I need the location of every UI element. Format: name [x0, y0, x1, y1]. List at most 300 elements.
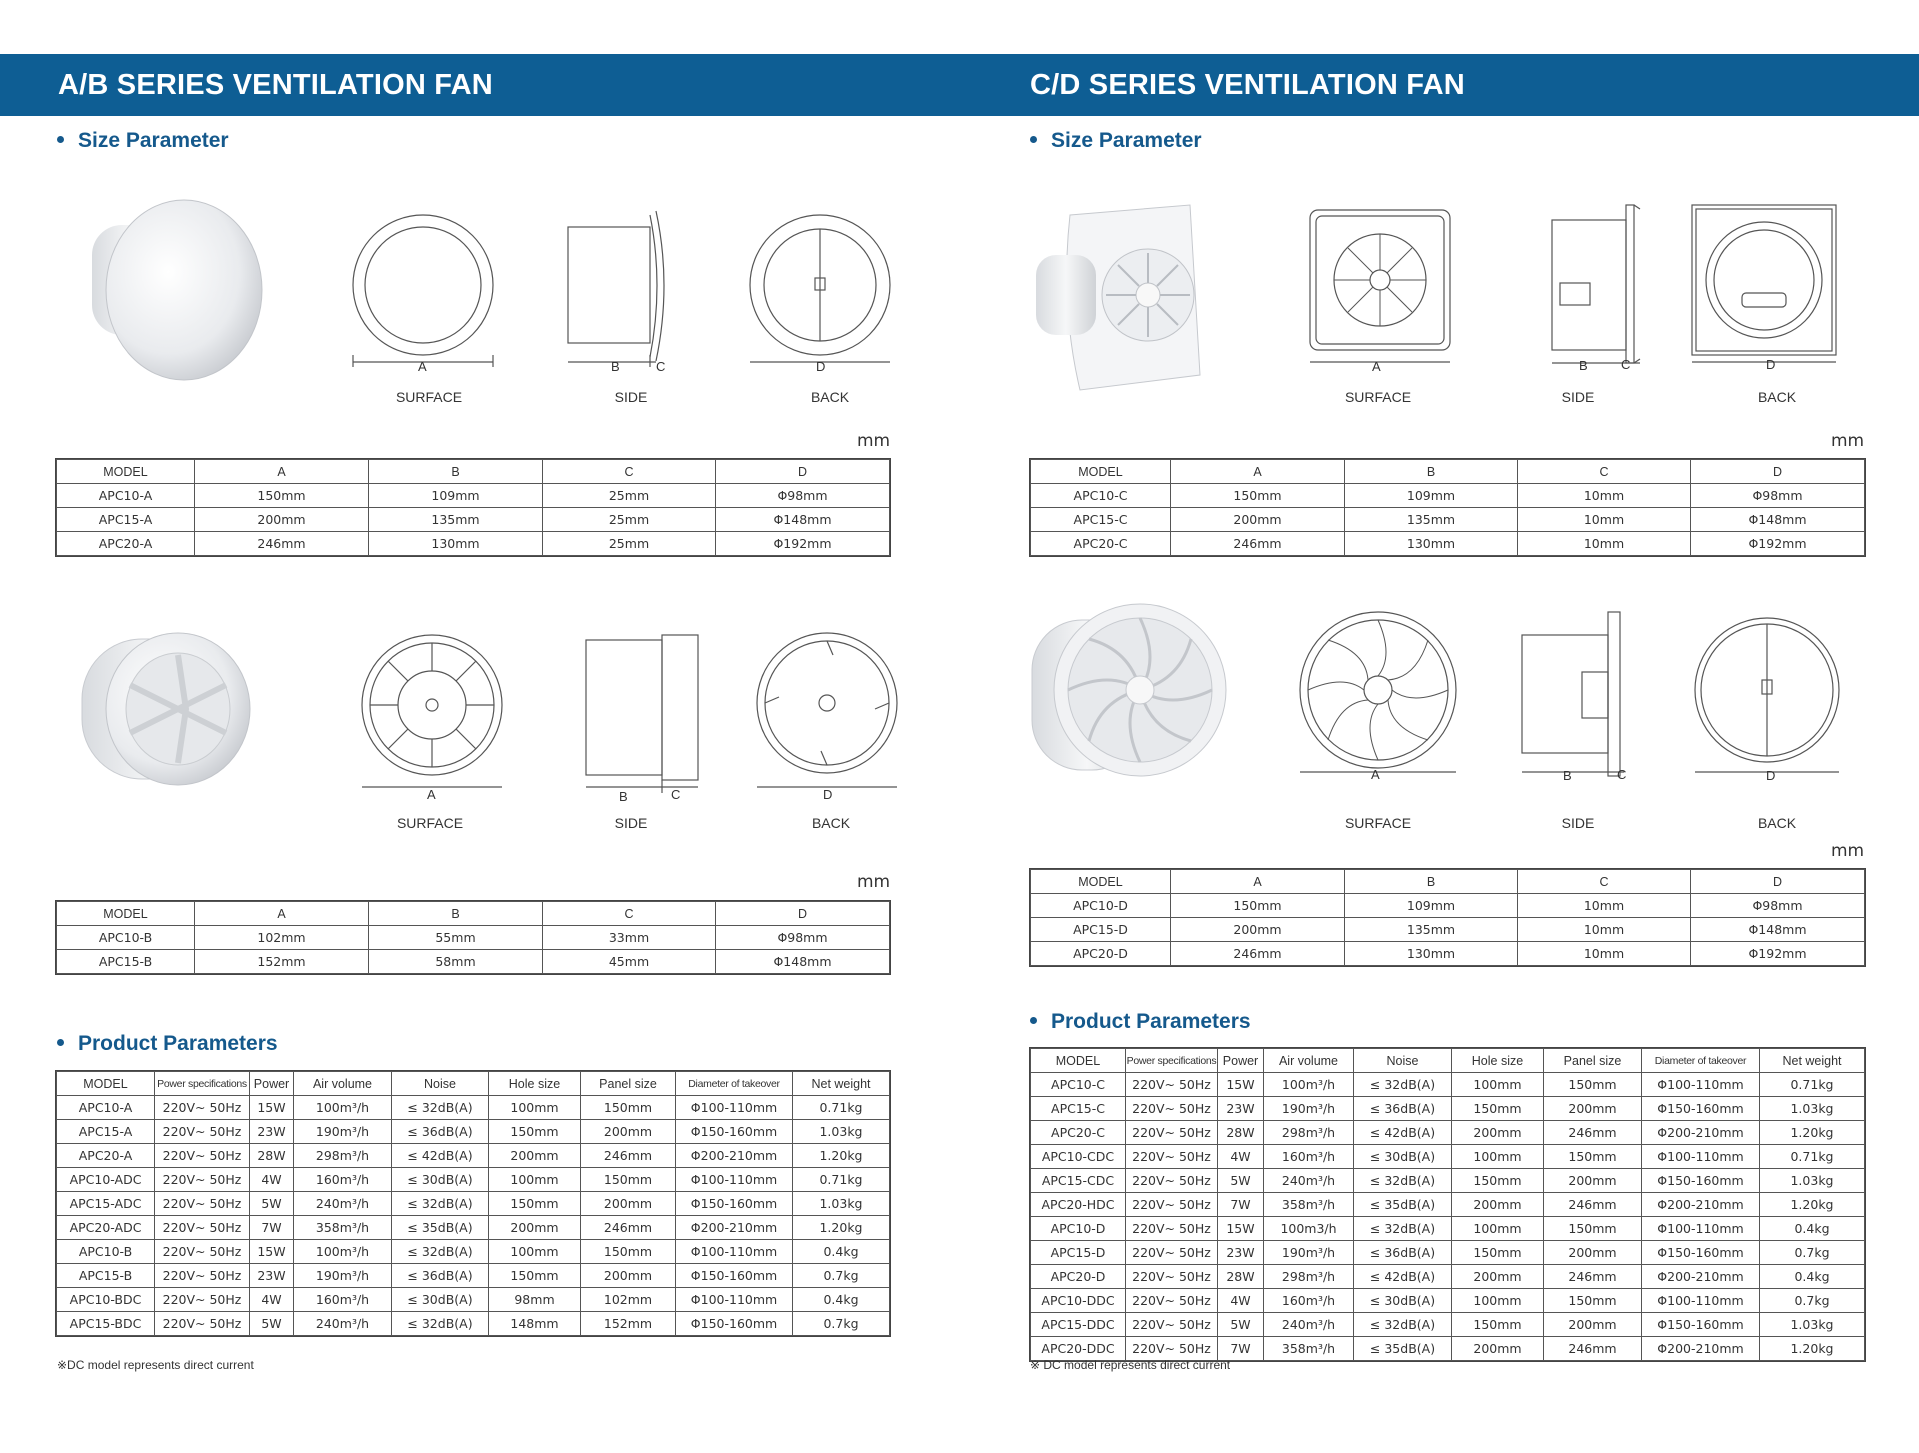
bullet-icon [1030, 1017, 1037, 1024]
table-cell: 1.20kg [1760, 1121, 1865, 1145]
table-cell: Φ98mm [1691, 484, 1865, 508]
header-cell: D [716, 902, 890, 926]
table-cell: APC15-A [57, 1120, 155, 1144]
table-cell: APC20-ADC [57, 1216, 155, 1240]
table-cell: 246mm [581, 1216, 676, 1240]
table-cell: 0.4kg [1760, 1217, 1865, 1241]
table-cell: ≤ 32dB(A) [1354, 1169, 1452, 1193]
table-header-row [57, 902, 890, 926]
table-row [1031, 894, 1865, 918]
table-cell: 4W [1218, 1145, 1264, 1169]
table-cell: 1.20kg [1760, 1337, 1865, 1361]
header-cell: Panel size [581, 1072, 676, 1096]
dim-letter-c: C [656, 359, 666, 374]
table-cell: APC20-C [1031, 1121, 1126, 1145]
side-label: SIDE [1561, 815, 1595, 831]
table-cell: ≤ 42dB(A) [392, 1144, 489, 1168]
c-side-drawing [1552, 205, 1640, 363]
table-cell: APC20-A [57, 1144, 155, 1168]
table-row [57, 926, 890, 950]
ab-product-parameters-label: Product Parameters [78, 1032, 278, 1055]
table-cell: Φ150-160mm [676, 1192, 793, 1216]
table-cell: 220V~ 50Hz [1126, 1241, 1218, 1265]
table-cell: 0.7kg [793, 1264, 890, 1288]
cd-c-series-drawings [1030, 195, 1890, 395]
table-cell: APC20-DDC [1031, 1337, 1126, 1361]
table-cell: 10mm [1518, 942, 1691, 966]
table-cell: 190m³/h [294, 1264, 392, 1288]
table-cell: 5W [250, 1312, 294, 1336]
table-cell: Φ148mm [1691, 918, 1865, 942]
table-row [1031, 1145, 1865, 1169]
table-row [57, 1312, 890, 1336]
table-cell: 10mm [1518, 484, 1691, 508]
table-cell: 100m³/h [294, 1096, 392, 1120]
back-label: BACK [1757, 389, 1797, 405]
header-cell: Diameter of takeover [1642, 1049, 1760, 1073]
table-row [1031, 1217, 1865, 1241]
table-cell: 100mm [1452, 1073, 1544, 1097]
header-cell: D [1691, 870, 1865, 894]
table-cell: 1.03kg [793, 1192, 890, 1216]
table-cell: Φ200-210mm [676, 1216, 793, 1240]
table-cell: 220V~ 50Hz [155, 1144, 250, 1168]
table-cell: 0.7kg [1760, 1289, 1865, 1313]
table-cell: 200mm [581, 1264, 676, 1288]
table-header-row [1031, 870, 1865, 894]
table-row [1031, 532, 1865, 556]
table-cell: 33mm [543, 926, 716, 950]
table-cell: 160m³/h [294, 1288, 392, 1312]
table-cell: 200mm [1171, 918, 1345, 942]
table-cell: 25mm [543, 532, 716, 556]
table-cell: 200mm [581, 1192, 676, 1216]
header-cell: Power [250, 1072, 294, 1096]
dim-letter-c: C [1621, 357, 1631, 372]
table-cell: Φ100-110mm [1642, 1145, 1760, 1169]
header-cell: C [543, 460, 716, 484]
header-cell: B [1345, 870, 1518, 894]
table-header-row [1031, 1049, 1865, 1073]
dim-letter-a: A [427, 787, 436, 802]
cd-product-parameters-label: Product Parameters [1051, 1010, 1251, 1033]
table-cell: 220V~ 50Hz [1126, 1289, 1218, 1313]
table-cell: APC10-DDC [1031, 1289, 1126, 1313]
table-cell: 150mm [1544, 1217, 1642, 1241]
header-cell: A [1171, 870, 1345, 894]
dim-letter-d: D [823, 787, 833, 802]
table-cell: 0.71kg [793, 1168, 890, 1192]
header-cell: Air volume [1264, 1049, 1354, 1073]
table-cell: 220V~ 50Hz [155, 1192, 250, 1216]
table-cell: 200mm [489, 1216, 581, 1240]
table-cell: 1.03kg [1760, 1097, 1865, 1121]
table-cell: 246mm [1544, 1265, 1642, 1289]
table-header-row [1031, 460, 1865, 484]
table-cell: 220V~ 50Hz [155, 1216, 250, 1240]
table-cell: 4W [250, 1168, 294, 1192]
header-cell: D [716, 460, 890, 484]
table-cell: 15W [250, 1240, 294, 1264]
a-back-drawing [750, 215, 890, 362]
ab-size-parameter-label: Size Parameter [78, 129, 229, 152]
header-cell: Net weight [793, 1072, 890, 1096]
table-cell: 358m³/h [1264, 1337, 1354, 1361]
table-row [57, 1096, 890, 1120]
table-cell: APC15-B [57, 1264, 155, 1288]
table-cell: Φ100-110mm [676, 1168, 793, 1192]
table-cell: Φ100-110mm [1642, 1217, 1760, 1241]
table-cell: 1.03kg [1760, 1169, 1865, 1193]
table-row [57, 508, 890, 532]
surface-label: SURFACE [395, 389, 463, 405]
table-cell: 150mm [1452, 1313, 1544, 1337]
table-cell: 150mm [1544, 1073, 1642, 1097]
table-cell: 0.7kg [793, 1312, 890, 1336]
table-cell: 190m³/h [1264, 1097, 1354, 1121]
table-cell: Φ148mm [716, 950, 890, 974]
table-row [57, 1144, 890, 1168]
dim-letter-c: C [1617, 767, 1627, 782]
table-cell: 7W [1218, 1337, 1264, 1361]
table-cell: APC15-D [1031, 918, 1171, 942]
table-cell: APC10-CDC [1031, 1145, 1126, 1169]
table-cell: 135mm [369, 508, 543, 532]
header-cell: D [1691, 460, 1865, 484]
b-back-drawing [757, 633, 897, 787]
header-cell: C [1518, 870, 1691, 894]
table-cell: 109mm [369, 484, 543, 508]
table-row [1031, 1265, 1865, 1289]
table-cell: Φ200-210mm [1642, 1121, 1760, 1145]
table-row [1031, 1193, 1865, 1217]
table-cell: 148mm [489, 1312, 581, 1336]
table-cell: 220V~ 50Hz [1126, 1217, 1218, 1241]
table-cell: 220V~ 50Hz [1126, 1121, 1218, 1145]
table-cell: 220V~ 50Hz [1126, 1073, 1218, 1097]
ab-a-series-drawings [78, 195, 898, 415]
table-cell: 100m³/h [294, 1240, 392, 1264]
header-cell: Power specifications [155, 1072, 250, 1096]
table-cell: 23W [1218, 1241, 1264, 1265]
table-cell: ≤ 35dB(A) [1354, 1193, 1452, 1217]
table-cell: 150mm [489, 1192, 581, 1216]
table-cell: 1.03kg [1760, 1313, 1865, 1337]
table-cell: Φ150-160mm [676, 1312, 793, 1336]
table-cell: 150mm [581, 1096, 676, 1120]
header-cell: Hole size [489, 1072, 581, 1096]
table-cell: APC20-HDC [1031, 1193, 1126, 1217]
table-cell: 7W [1218, 1193, 1264, 1217]
header-cell: C [1518, 460, 1691, 484]
table-cell: 150mm [489, 1264, 581, 1288]
table-row [57, 484, 890, 508]
a-side-drawing [568, 211, 664, 367]
table-cell: ≤ 32dB(A) [392, 1312, 489, 1336]
table-row [57, 1120, 890, 1144]
table-cell: Φ98mm [1691, 894, 1865, 918]
table-cell: 1.20kg [793, 1144, 890, 1168]
table-cell: 160m³/h [1264, 1289, 1354, 1313]
table-row [57, 1288, 890, 1312]
table-cell: 0.7kg [1760, 1241, 1865, 1265]
table-cell: APC20-C [1031, 532, 1171, 556]
dim-letter-b: B [1579, 358, 1588, 373]
table-cell: 100m3/h [1264, 1217, 1354, 1241]
table-cell: 358m³/h [294, 1216, 392, 1240]
table-cell: 240m³/h [1264, 1313, 1354, 1337]
table-cell: 220V~ 50Hz [155, 1264, 250, 1288]
table-cell: APC15-BDC [57, 1312, 155, 1336]
table-cell: 150mm [581, 1168, 676, 1192]
table-cell: ≤ 32dB(A) [392, 1192, 489, 1216]
header-cell: Noise [1354, 1049, 1452, 1073]
table-cell: 130mm [1345, 532, 1518, 556]
table-cell: 100mm [489, 1096, 581, 1120]
table-cell: APC20-D [1031, 942, 1171, 966]
header-cell: MODEL [57, 1072, 155, 1096]
table-cell: Φ98mm [716, 926, 890, 950]
table-cell: APC10-A [57, 484, 195, 508]
table-cell: 246mm [195, 532, 369, 556]
table-cell: 100mm [1452, 1217, 1544, 1241]
table-cell: 58mm [369, 950, 543, 974]
table-cell: APC10-ADC [57, 1168, 155, 1192]
table-cell: 130mm [1345, 942, 1518, 966]
table-row [1031, 1337, 1865, 1361]
table-cell: Φ148mm [1691, 508, 1865, 532]
table-cell: 0.71kg [793, 1096, 890, 1120]
table-cell: 150mm [1171, 484, 1345, 508]
table-row [1031, 1241, 1865, 1265]
table-cell: 1.20kg [1760, 1193, 1865, 1217]
table-cell: Φ150-160mm [676, 1264, 793, 1288]
table-cell: ≤ 32dB(A) [1354, 1313, 1452, 1337]
surface-label: SURFACE [1344, 815, 1412, 831]
unit-label: mm [1831, 431, 1865, 451]
header-cell: A [1171, 460, 1345, 484]
cd-product-table [1030, 1048, 1865, 1361]
table-cell: 298m³/h [1264, 1265, 1354, 1289]
table-cell: ≤ 32dB(A) [1354, 1073, 1452, 1097]
header-cell: MODEL [1031, 870, 1171, 894]
table-cell: 100mm [1452, 1289, 1544, 1313]
table-cell: 150mm [489, 1120, 581, 1144]
table-cell: 25mm [543, 508, 716, 532]
table-cell: Φ150-160mm [1642, 1313, 1760, 1337]
table-cell: 15W [1218, 1217, 1264, 1241]
table-cell: ≤ 32dB(A) [392, 1240, 489, 1264]
table-cell: ≤ 42dB(A) [1354, 1265, 1452, 1289]
table-cell: Φ100-110mm [676, 1096, 793, 1120]
table-cell: Φ150-160mm [1642, 1169, 1760, 1193]
table-cell: 220V~ 50Hz [1126, 1193, 1218, 1217]
header-cell: MODEL [57, 902, 195, 926]
dim-letter-a: A [1372, 359, 1381, 374]
header-cell: B [369, 460, 543, 484]
table-cell: 240m³/h [294, 1192, 392, 1216]
table-cell: 100mm [489, 1240, 581, 1264]
dim-letter-a: A [1371, 767, 1380, 782]
table-cell: 28W [1218, 1265, 1264, 1289]
table-cell: 200mm [581, 1120, 676, 1144]
d-back-drawing [1695, 618, 1839, 772]
header-cell: A [195, 902, 369, 926]
ab-b-series-drawings [78, 625, 898, 805]
table-cell: Φ100-110mm [1642, 1073, 1760, 1097]
table-cell: 55mm [369, 926, 543, 950]
table-cell: Φ98mm [716, 484, 890, 508]
dim-letter-c: C [671, 787, 681, 802]
table-cell: 150mm [195, 484, 369, 508]
table-cell: 220V~ 50Hz [155, 1120, 250, 1144]
c-fan-photo [1036, 205, 1200, 390]
table-cell: 220V~ 50Hz [1126, 1313, 1218, 1337]
table-cell: APC10-B [57, 1240, 155, 1264]
table-row [57, 532, 890, 556]
table-cell: 220V~ 50Hz [1126, 1337, 1218, 1361]
table-cell: 25mm [543, 484, 716, 508]
table-row [1031, 1313, 1865, 1337]
dim-letter-b: B [1563, 768, 1572, 783]
table-cell: 23W [250, 1264, 294, 1288]
table-cell: 10mm [1518, 894, 1691, 918]
header-cell: B [1345, 460, 1518, 484]
table-header-row [57, 460, 890, 484]
table-cell: 200mm [1452, 1193, 1544, 1217]
table-cell: Φ200-210mm [1642, 1193, 1760, 1217]
table-cell: 150mm [1452, 1241, 1544, 1265]
header-cell: C [543, 902, 716, 926]
table-cell: 220V~ 50Hz [1126, 1145, 1218, 1169]
table-cell: 200mm [195, 508, 369, 532]
table-row [57, 1240, 890, 1264]
table-cell: 220V~ 50Hz [155, 1168, 250, 1192]
table-cell: 246mm [1171, 942, 1345, 966]
table-cell: 200mm [1544, 1169, 1642, 1193]
cd-size-table-d [1030, 869, 1865, 966]
table-cell: APC20-A [57, 532, 195, 556]
header-cell: A [195, 460, 369, 484]
table-cell: 240m³/h [294, 1312, 392, 1336]
ab-series-title: A/B SERIES VENTILATION FAN [58, 69, 493, 101]
table-cell: 28W [250, 1144, 294, 1168]
table-cell: 200mm [489, 1144, 581, 1168]
header-cell: Air volume [294, 1072, 392, 1096]
table-cell: 4W [250, 1288, 294, 1312]
table-cell: 240m³/h [1264, 1169, 1354, 1193]
table-cell: 160m³/h [294, 1168, 392, 1192]
table-cell: APC10-C [1031, 1073, 1126, 1097]
dim-letter-d: D [816, 359, 826, 374]
table-cell: 102mm [195, 926, 369, 950]
ab-product-parameters-heading [57, 1032, 278, 1056]
table-cell: 160m³/h [1264, 1145, 1354, 1169]
table-cell: ≤ 36dB(A) [392, 1264, 489, 1288]
table-row [57, 1216, 890, 1240]
table-cell: 0.4kg [793, 1240, 890, 1264]
ab-footnote: ※DC model represents direct current [57, 1358, 254, 1372]
header-cell: Hole size [1452, 1049, 1544, 1073]
table-cell: 4W [1218, 1289, 1264, 1313]
table-cell: 7W [250, 1216, 294, 1240]
table-cell: APC10-BDC [57, 1288, 155, 1312]
table-cell: 190m³/h [1264, 1241, 1354, 1265]
table-cell: Φ150-160mm [1642, 1097, 1760, 1121]
table-cell: 358m³/h [1264, 1193, 1354, 1217]
dim-letter-d: D [1766, 357, 1776, 372]
side-label: SIDE [614, 815, 648, 831]
table-cell: APC20-D [1031, 1265, 1126, 1289]
bullet-icon [1030, 136, 1037, 143]
header-cell: Net weight [1760, 1049, 1865, 1073]
table-cell: 220V~ 50Hz [155, 1240, 250, 1264]
b-surface-drawing [362, 635, 502, 787]
table-cell: APC10-B [57, 926, 195, 950]
table-cell: APC10-D [1031, 894, 1171, 918]
ab-size-table-b [56, 901, 890, 974]
table-cell: 200mm [1452, 1337, 1544, 1361]
table-cell: 23W [1218, 1097, 1264, 1121]
table-cell: Φ200-210mm [676, 1144, 793, 1168]
table-cell: 102mm [581, 1288, 676, 1312]
header-cell: Diameter of takeover [676, 1072, 793, 1096]
header-cell: Power [1218, 1049, 1264, 1073]
table-row [1031, 1121, 1865, 1145]
header-cell: Power specifications [1126, 1049, 1218, 1073]
table-cell: 200mm [1544, 1241, 1642, 1265]
table-cell: ≤ 36dB(A) [1354, 1241, 1452, 1265]
dim-letter-a: A [418, 359, 427, 374]
table-cell: 45mm [543, 950, 716, 974]
table-row [57, 1264, 890, 1288]
table-cell: APC15-CDC [1031, 1169, 1126, 1193]
table-cell: 23W [250, 1120, 294, 1144]
table-row [57, 1168, 890, 1192]
back-label: BACK [811, 815, 851, 831]
table-cell: ≤ 32dB(A) [392, 1096, 489, 1120]
header-cell: B [369, 902, 543, 926]
cd-size-parameter-heading [1030, 129, 1202, 153]
dim-letter-b: B [611, 359, 620, 374]
table-cell: Φ100-110mm [676, 1240, 793, 1264]
table-row [1031, 484, 1865, 508]
unit-label: mm [1831, 841, 1865, 861]
table-cell: Φ192mm [1691, 532, 1865, 556]
surface-label: SURFACE [396, 815, 464, 831]
side-label: SIDE [1561, 389, 1595, 405]
table-cell: 0.4kg [1760, 1265, 1865, 1289]
table-cell: 220V~ 50Hz [1126, 1097, 1218, 1121]
table-cell: 98mm [489, 1288, 581, 1312]
table-cell: 10mm [1518, 508, 1691, 532]
cd-footnote: ※ DC model represents direct current [1030, 1358, 1231, 1372]
header-cell: Noise [392, 1072, 489, 1096]
table-cell: Φ192mm [716, 532, 890, 556]
table-cell: 200mm [1544, 1097, 1642, 1121]
table-cell: 220V~ 50Hz [155, 1288, 250, 1312]
cd-size-parameter-label: Size Parameter [1051, 129, 1202, 152]
table-cell: 130mm [369, 532, 543, 556]
table-cell: 220V~ 50Hz [1126, 1265, 1218, 1289]
table-cell: ≤ 35dB(A) [392, 1216, 489, 1240]
table-cell: 200mm [1544, 1313, 1642, 1337]
table-cell: 0.71kg [1760, 1073, 1865, 1097]
b-side-drawing [586, 635, 698, 793]
bullet-icon [57, 1039, 64, 1046]
table-cell: 150mm [1452, 1169, 1544, 1193]
table-cell: Φ100-110mm [1642, 1289, 1760, 1313]
